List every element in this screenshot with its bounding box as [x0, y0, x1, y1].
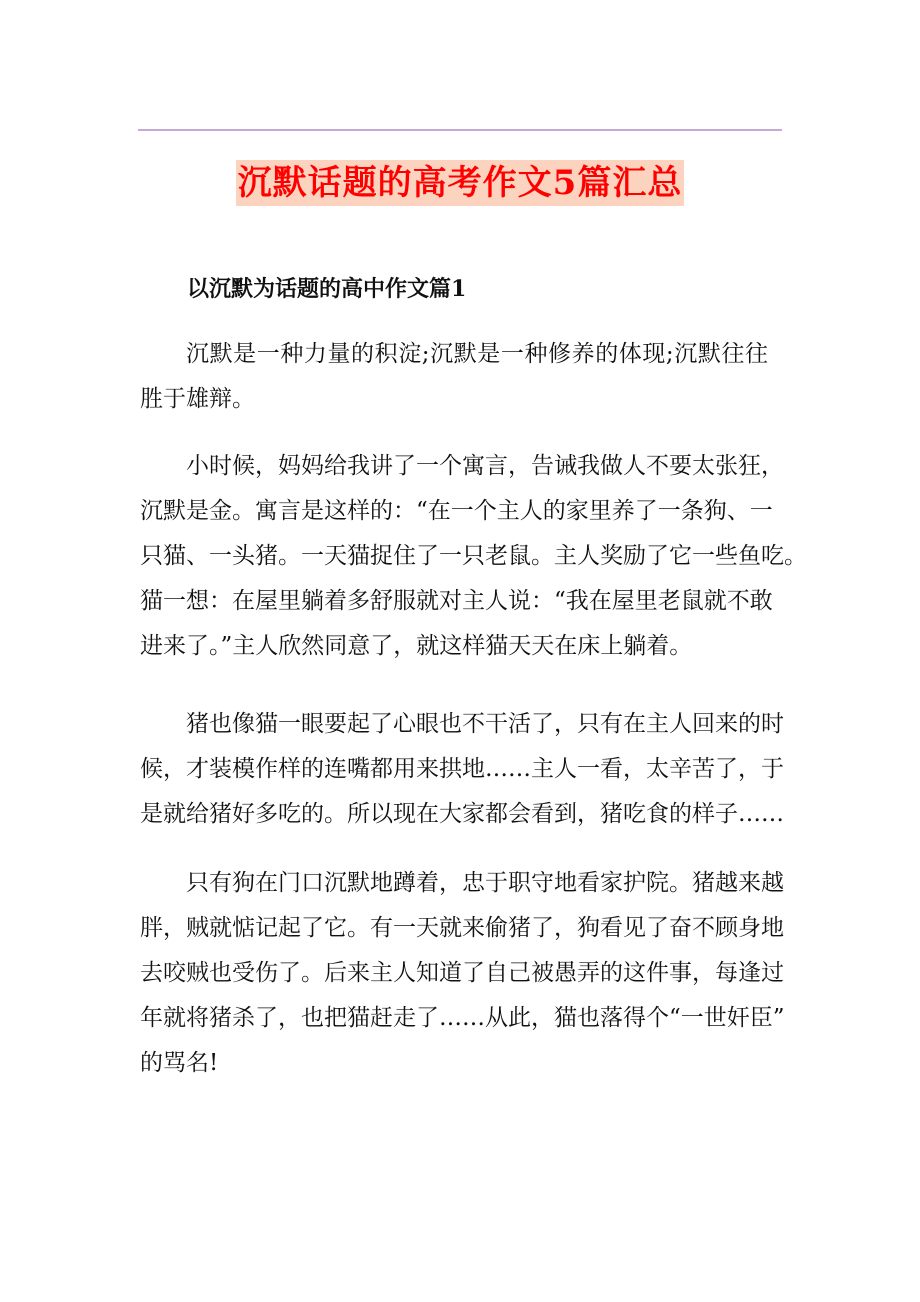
text-line: 小时候，妈妈给我讲了一个寓言，告诫我做人不要太张狂， [186, 453, 784, 479]
text-line: 去咬贼也受伤了。后来主人知道了自己被愚弄的这件事，每逢过 [140, 960, 784, 986]
paragraph-4 [140, 861, 785, 1086]
text-line: 猫一想：在屋里躺着多舒服就对主人说：“我在屋里老鼠就不敢 [140, 588, 773, 614]
text-line: 猪也像猫一眼要起了心眼也不干活了，只有在主人回来的时 [186, 711, 784, 737]
paragraph-3 [140, 702, 784, 837]
title-container [0, 160, 920, 206]
section-heading: 以沉默为话题的高中作文篇1 [187, 276, 467, 302]
text-line: 沉默是一种力量的积淀;沉默是一种修养的体现;沉默往往 [186, 341, 768, 367]
text-line: 是就给猪好多吃的。所以现在大家都会看到，猪吃食的样子…… [140, 801, 784, 827]
text-line: 胜于雄辩。 [140, 386, 255, 412]
text-line: 的骂名! [140, 1050, 219, 1076]
paragraph-2 [140, 444, 807, 669]
text-line: 沉默是金。寓言是这样的：“在一个主人的家里养了一条狗、一 [140, 498, 773, 524]
text-line: 胖，贼就惦记起了它。有一天就来偷猪了，狗看见了奋不顾身地 [140, 915, 784, 941]
text-line: 候，才装模作样的连嘴都用来拱地……主人一看，太辛苦了，于 [140, 756, 784, 782]
text-line: 进来了。”主人欣然同意了，就这样猫天天在床上躺着。 [140, 633, 693, 659]
document-title: 沉默话题的高考作文5篇汇总 [236, 160, 685, 206]
text-line: 只有狗在门口沉默地蹲着，忠于职守地看家护院。猪越来越 [186, 870, 784, 896]
header-divider [138, 129, 782, 131]
text-line: 只猫、一头猪。一天猫捉住了一只老鼠。主人奖励了它一些鱼吃。 [140, 543, 807, 569]
paragraph-1 [140, 332, 768, 422]
text-line: 年就将猪杀了，也把猫赶走了……从此，猫也落得个“一世奸臣” [140, 1005, 785, 1031]
